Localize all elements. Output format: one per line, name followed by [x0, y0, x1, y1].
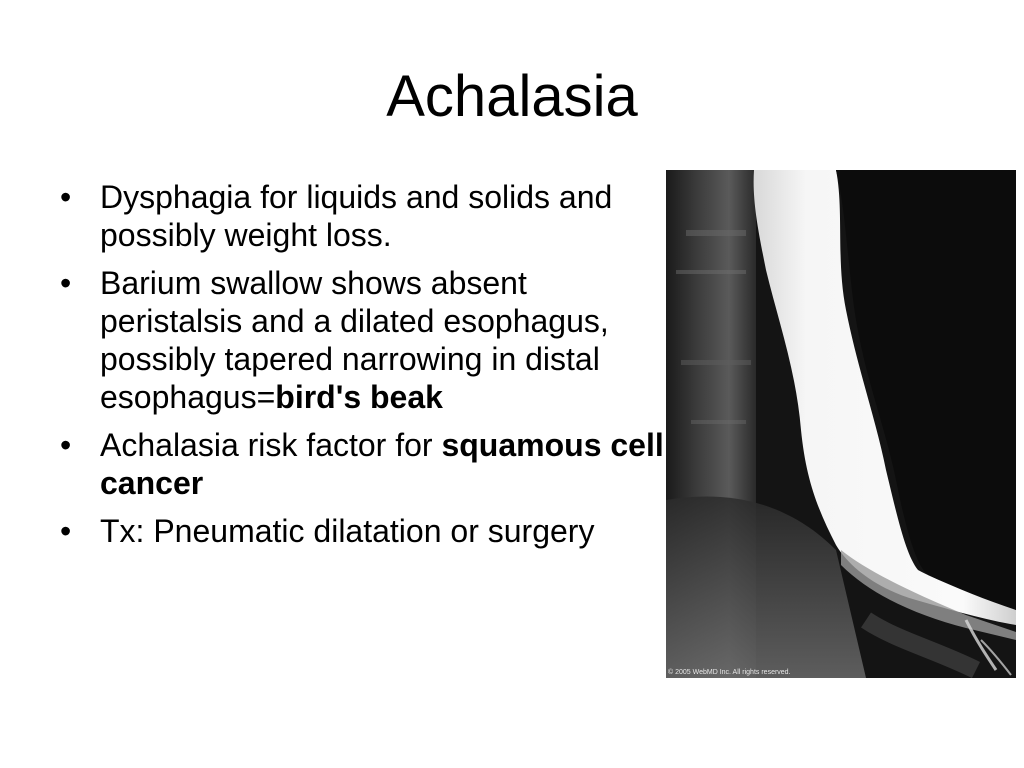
slide-title: Achalasia: [386, 64, 638, 129]
bullet-item: [56, 512, 666, 550]
bullet-item: [56, 426, 666, 502]
bullet-item: [56, 178, 666, 254]
bullet-text: Achalasia risk factor for: [100, 427, 442, 463]
bullet-marker: •: [60, 265, 72, 301]
bullet-marker: •: [60, 179, 72, 215]
xray-illustration: [666, 170, 1016, 678]
image-credit: © 2005 WebMD Inc. All rights reserved.: [668, 669, 791, 676]
bullet-text: Dysphagia for liquids and solids and possibly weight loss.: [100, 179, 613, 253]
bullet-bold-text: bird's beak: [275, 379, 443, 415]
barium-swallow-xray-image: [666, 170, 1016, 678]
bullet-item: [56, 264, 666, 416]
bullet-text: Tx: Pneumatic dilatation or surgery: [100, 513, 595, 549]
bullet-marker: •: [60, 427, 72, 463]
bullet-list: [56, 178, 666, 560]
bullet-text: Barium swallow shows absent peristalsis and a dilated esophagus, possibly tapered narrowing in distal esophagus=: [100, 265, 609, 415]
bullet-bold-text: squamous cell cancer: [100, 427, 664, 501]
bullet-marker: •: [60, 513, 72, 549]
